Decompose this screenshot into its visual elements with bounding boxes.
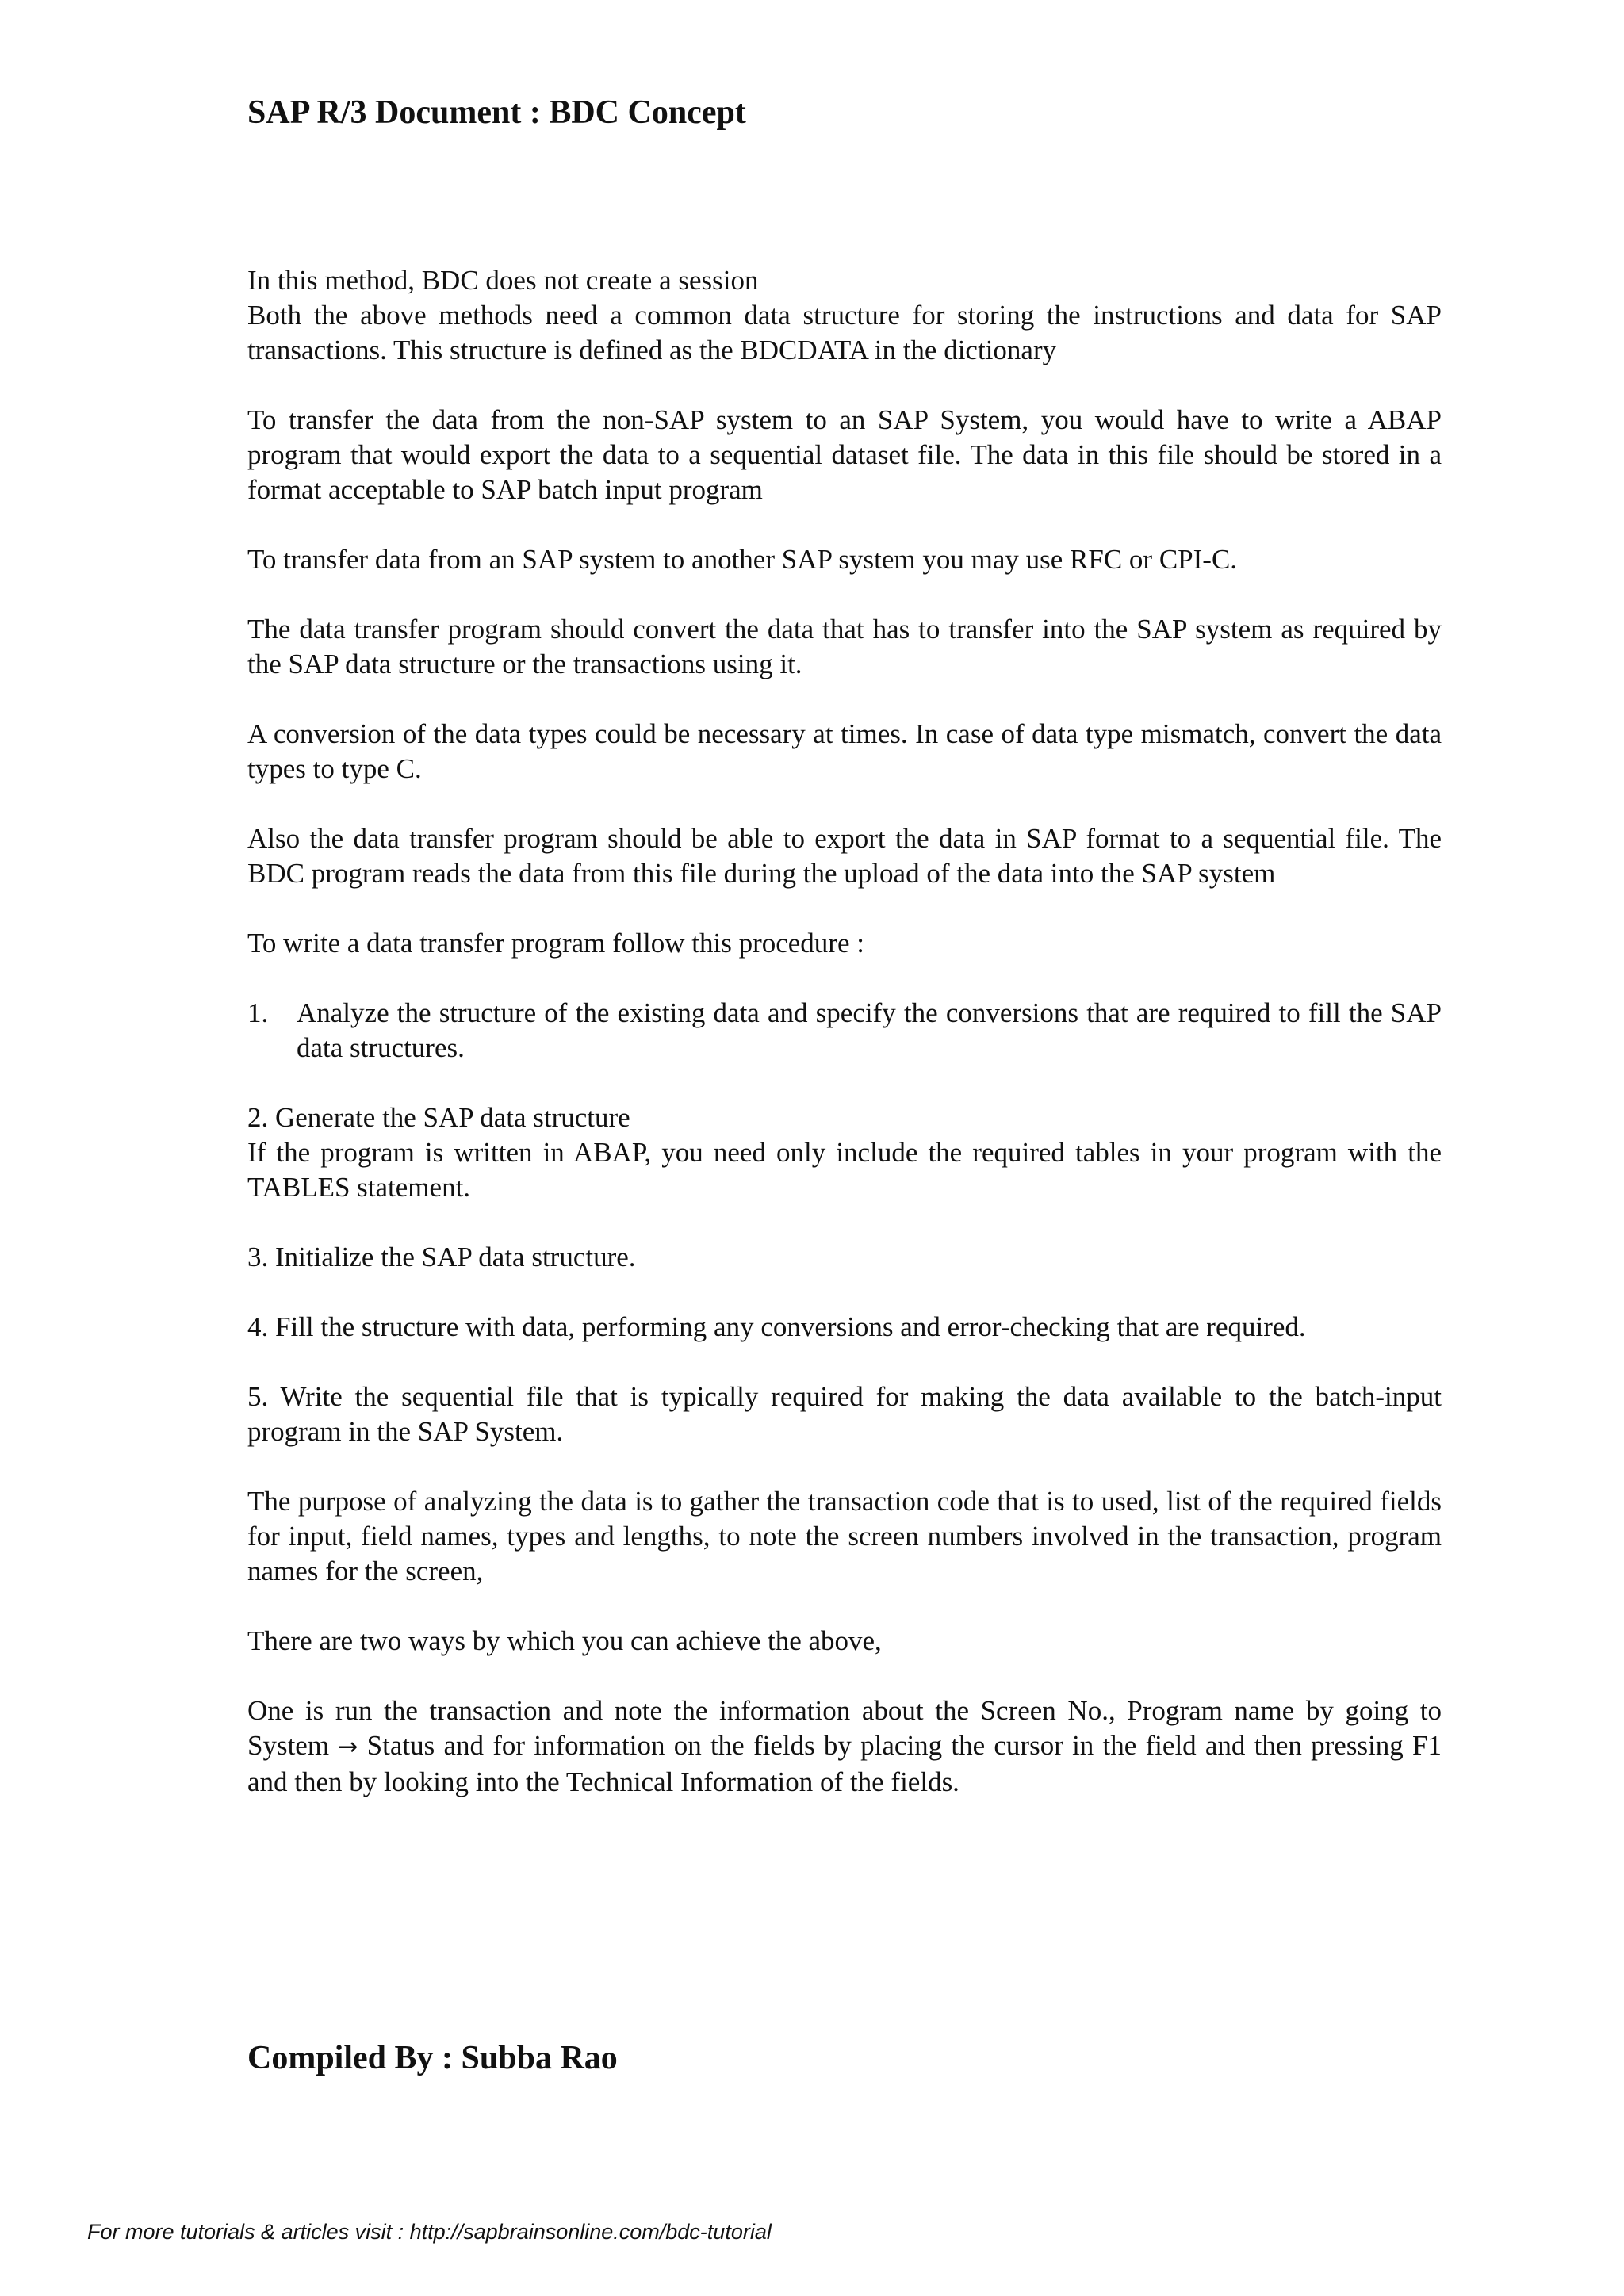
procedure-step-5: 5. Write the sequential file that is typically required for making the data available to the batch-input program in the SAP System. (247, 1381, 1442, 1447)
paragraph-export-format: Also the data transfer program should be able to export the data in SAP format to a sequential file. The BDC program reads the data from this file during the upload of the data into the SAP system (247, 823, 1442, 889)
arrow-right-icon: → (338, 1733, 358, 1761)
paragraph-session: In this method, BDC does not create a session (247, 265, 759, 296)
paragraph-data-types: A conversion of the data types could be necessary at times. In case of data type mismatch, convert the data types to type C. (247, 718, 1442, 784)
paragraph-method-one (247, 1693, 1442, 1800)
document-body (247, 263, 1442, 1835)
paragraph-bdcdata: Both the above methods need a common data structure for storing the instructions and data for SAP transactions. This structure is defined as the BDCDATA in the dictionary (247, 300, 1442, 365)
method-one-text-end: Status and for information on the fields by placing the cursor in the field and then pressing F1 and then by looking into the Technical Information of the fields. (247, 1730, 1442, 1797)
paragraph-non-sap-transfer: To transfer the data from the non-SAP system to an SAP System, you would have to write a ABAP program that would export the data to a sequential dataset file. The data in this file should be stored in a format acceptable to SAP batch input program (247, 404, 1442, 505)
procedure-step-1 (247, 996, 1442, 1066)
paragraph-convert-data: The data transfer program should convert the data that has to transfer into the SAP system as required by the SAP data structure or the transactions using it. (247, 614, 1442, 679)
footer-link-text: For more tutorials & articles visit : http://sapbrainsonline.com/bdc-tutorial (87, 2220, 772, 2244)
method-one-text-start: One is run the transaction and note the information about the Screen No., Program name by going to System (247, 1695, 1442, 1761)
document-title: SAP R/3 Document : BDC Concept (247, 94, 746, 131)
procedure-step-2-detail: If the program is written in ABAP, you need only include the required tables in your program with the TABLES statement. (247, 1137, 1442, 1203)
procedure-step-3: 3. Initialize the SAP data structure. (247, 1242, 636, 1272)
step-number: 1. (247, 997, 269, 1028)
paragraph-analysis-purpose: The purpose of analyzing the data is to gather the transaction code that is to used, list of the required fields for input, field names, types and lengths, to note the screen numbers involved in the transaction, program names for the screen, (247, 1486, 1442, 1586)
paragraph-sap-to-sap: To transfer data from an SAP system to another SAP system you may use RFC or CPI-C. (247, 544, 1238, 575)
procedure-step-2: 2. Generate the SAP data structure (247, 1102, 630, 1133)
compiled-by: Compiled By : Subba Rao (247, 2040, 618, 2076)
procedure-step-4: 4. Fill the structure with data, performing any conversions and error-checking that are required. (247, 1311, 1306, 1342)
step-text: Analyze the structure of the existing data and specify the conversions that are required to fill the SAP data structures. (297, 997, 1442, 1063)
paragraph-procedure-intro: To write a data transfer program follow this procedure : (247, 928, 864, 959)
paragraph-two-ways: There are two ways by which you can achieve the above, (247, 1625, 882, 1656)
